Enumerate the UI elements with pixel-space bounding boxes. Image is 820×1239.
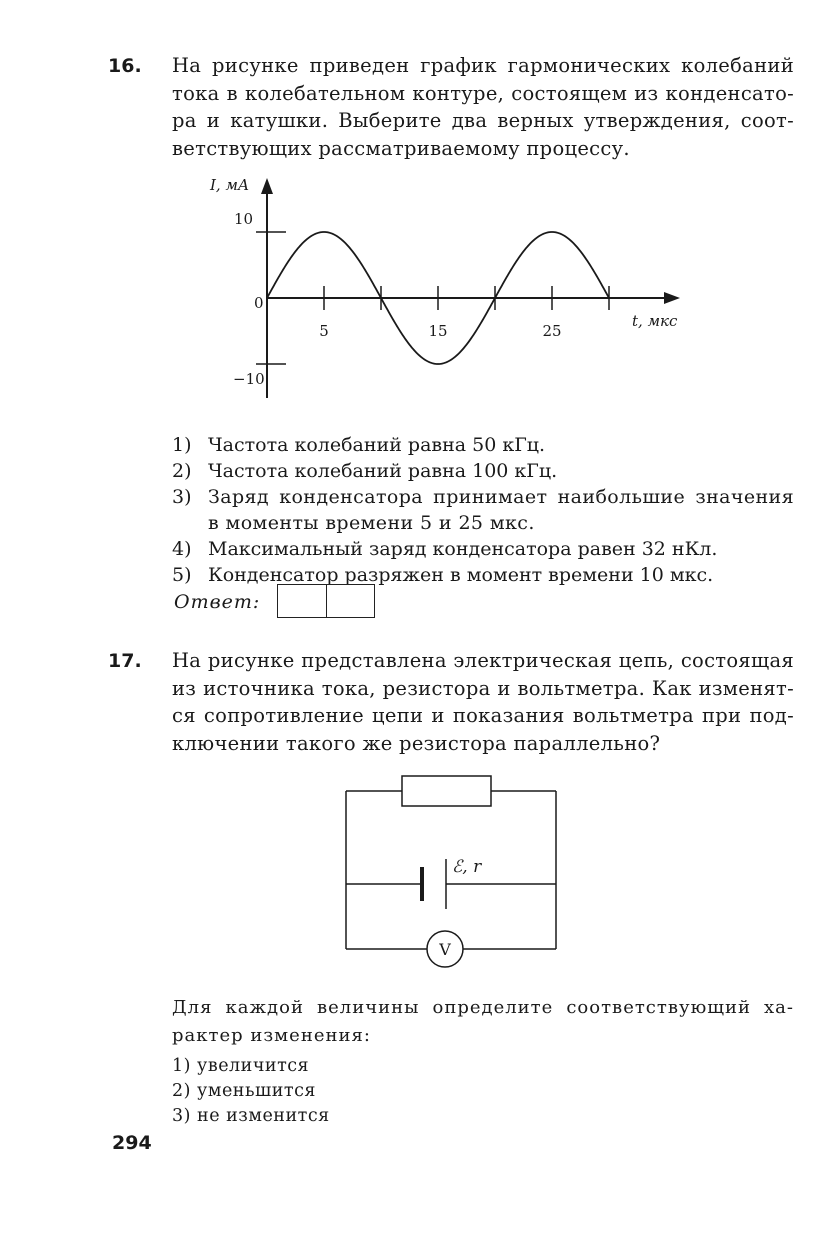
problem-16-text: На рисунке приведен график гармонических колебаний тока в колебательном контуре, состоящем из конденсато- ра и катушки. Выберите два верных утверждения, соот- ветствующих рассматриваемому процессу. <box>172 54 794 160</box>
x-tick-label-25: 25 <box>542 322 562 340</box>
answer-box[interactable] <box>277 584 375 618</box>
page-number: 294 <box>112 1132 152 1154</box>
answer-cell-1[interactable] <box>278 585 327 617</box>
y-tick-label-minus10: −10 <box>233 370 265 388</box>
current-oscillation-chart <box>200 170 700 410</box>
y-tick-label-0: 0 <box>254 294 264 312</box>
problem-17-instruction: Для каждой величины определите соответствующий ха- рактер изменения: <box>172 997 794 1046</box>
option-item: 5) Конденсатор разряжен в момент времени 10 мкс. <box>172 564 714 586</box>
circuit-diagram <box>335 765 575 975</box>
x-tick-label-5: 5 <box>319 322 329 340</box>
choice-item: 3) не изменится <box>172 1106 330 1126</box>
option-item: 1) Частота колебаний равна 50 кГц. <box>172 434 546 456</box>
y-axis-label: I, мА <box>210 176 250 194</box>
x-tick-label-15: 15 <box>428 322 448 340</box>
choice-item: 1) увеличится <box>172 1056 310 1076</box>
y-axis-arrow <box>261 178 273 194</box>
problem-17-choices <box>172 1054 330 1129</box>
option-item: 4) Максимальный заряд конденсатора равен 32 нКл. <box>172 538 718 560</box>
option-item: 2) Частота колебаний равна 100 кГц. <box>172 460 558 482</box>
option-item: 3) Заряд конденсатора принимает наибольшие значения в моменты времени 5 и 25 мкс. <box>172 486 794 534</box>
problem-17-number: 17. <box>108 650 142 672</box>
resistor <box>402 776 491 806</box>
choice-item: 2) уменьшится <box>172 1081 316 1101</box>
y-tick-label-10: 10 <box>234 210 254 228</box>
problem-16-number: 16. <box>108 55 142 77</box>
x-axis-arrow <box>664 292 680 304</box>
answer-label: Ответ: <box>174 591 261 613</box>
problem-16-options <box>172 432 794 588</box>
answer-cell-2[interactable] <box>327 585 375 617</box>
voltmeter-label: V <box>439 940 451 959</box>
problem-17-text: На рисунке представлена электрическая цепь, состоящая из источника тока, резистора и вольтметра. Как изменят- ся сопротивление цепи и показания вольтметра при под- ключении такого же резистора параллельно? <box>172 649 794 755</box>
source-label: ℰ, r <box>452 857 482 877</box>
x-axis-label: t, мкс <box>632 312 678 330</box>
